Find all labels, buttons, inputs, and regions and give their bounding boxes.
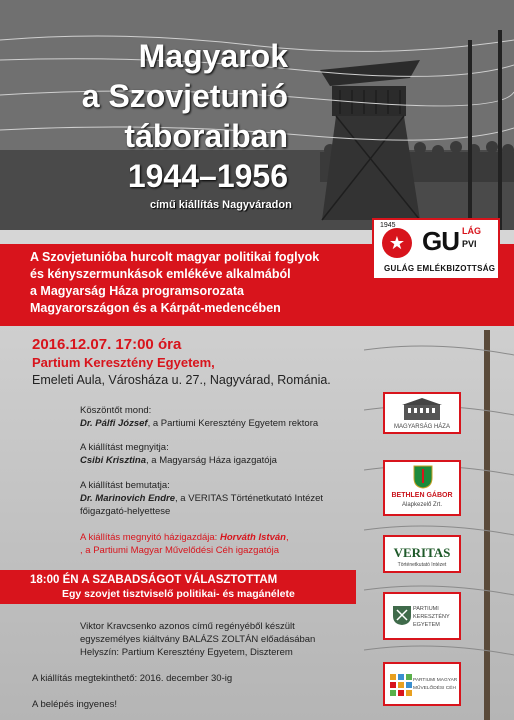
intro-line-4: Magyarországon és a Kárpát-medencében bbox=[30, 301, 281, 315]
title-line-4: 1944–1956 bbox=[127, 158, 288, 194]
sponsor-1-name: MAGYARSÁG HÁZA bbox=[394, 424, 450, 430]
sponsor-3-sub: Történetkutató Intézet bbox=[397, 562, 447, 568]
sponsor-5-line-1: PARTIUMI MAGYAR bbox=[413, 678, 458, 683]
show-band bbox=[0, 570, 356, 604]
sponsor-3-name: VERITAS bbox=[393, 545, 451, 560]
university-crest-icon bbox=[391, 604, 413, 626]
present-label: A kiállítást bemutatja: bbox=[80, 480, 170, 491]
colored-squares-icon bbox=[390, 674, 412, 696]
present-name: Dr. Marinovich Endre bbox=[80, 493, 176, 504]
title-line-3: táboraiban bbox=[124, 118, 288, 154]
sponsor-magyarsag-haza bbox=[383, 392, 461, 434]
show-subhead: Egy szovjet tisztviselő politikai- és magánélete bbox=[62, 588, 295, 600]
greet-label: Köszöntőt mond: bbox=[80, 405, 152, 416]
show-desc-3: Helyszín: Partium Keresztény Egyetem, Diszterem bbox=[80, 647, 293, 658]
sponsor-4-line-1: PARTIUMI bbox=[413, 606, 439, 612]
open-label: A kiállítást megnyitja: bbox=[80, 442, 169, 453]
subtitle: című kiállítás Nagyváradon bbox=[150, 199, 292, 211]
sponsor-2-name: BETHLEN GÁBOR bbox=[391, 492, 453, 499]
event-venue: Partium Keresztény Egyetem, bbox=[32, 355, 215, 370]
present-role-2: főigazgató-helyettese bbox=[80, 506, 171, 517]
greet-role: , a Partiumi Keresztény Egyetem rektora bbox=[147, 418, 319, 429]
red-star-icon: ★ bbox=[382, 228, 412, 258]
event-address: Emeleti Aula, Városháza u. 27., Nagyvárad, Románia. bbox=[32, 373, 331, 387]
open-name: Csibi Krisztina bbox=[80, 455, 146, 466]
gulag-year: 1945 bbox=[380, 222, 396, 229]
open-line bbox=[80, 454, 277, 467]
sponsor-4-line-3: EGYETEM bbox=[413, 622, 440, 628]
greet-name: Dr. Pálfi József bbox=[80, 418, 148, 429]
intro-line-2: és kényszermunkások emlékéve alkalmából bbox=[30, 267, 291, 281]
title-line-2: a Szovjetunió bbox=[81, 78, 288, 114]
coat-of-arms-icon bbox=[413, 465, 433, 489]
event-date: 2016.12.07. 17:00 óra bbox=[32, 336, 182, 353]
host-role: , a Partiumi Magyar Művelődési Céh igazgatója bbox=[80, 545, 280, 556]
sponsor-veritas bbox=[383, 535, 461, 573]
free-entry: A belépés ingyenes! bbox=[32, 699, 118, 710]
intro-line-1: A Szovjetunióba hurcolt magyar politikai foglyok bbox=[30, 250, 320, 264]
present-line bbox=[80, 492, 323, 505]
show-desc-1: Viktor Kravcsenko azonos című regényéből készült bbox=[80, 621, 295, 632]
greet-line bbox=[80, 417, 318, 430]
open-until: A kiállítás megtekinthető: 2016. december 30-ig bbox=[32, 673, 233, 684]
watchtower-photo bbox=[0, 0, 514, 230]
host-line bbox=[80, 531, 289, 544]
open-role: , a Magyarság Háza igazgatója bbox=[146, 455, 277, 466]
building-icon bbox=[402, 398, 442, 420]
host-role-inline: , bbox=[285, 532, 289, 543]
gulag-logo bbox=[372, 218, 500, 280]
present-role: , a VERITAS Történetkutató Intézet bbox=[175, 493, 324, 504]
hero-photo bbox=[0, 0, 514, 230]
sponsor-5-line-2: MŰVELŐDÉSI CÉH bbox=[413, 686, 456, 691]
intro-text bbox=[30, 249, 319, 317]
show-headline: 18:00 ÉN A SZABADSÁGOT VÁLASZTOTTAM bbox=[30, 574, 278, 586]
gulag-gu: GU bbox=[422, 226, 459, 256]
sponsor-4-line-2: KERESZTÉNY bbox=[413, 614, 450, 620]
title-line-1: Magyarok bbox=[138, 38, 288, 74]
sponsor-2-sub: Alapkezelő Zrt. bbox=[401, 502, 443, 508]
gulag-pvi: PVI bbox=[462, 239, 477, 249]
sponsor-partiumi-magyar-muvelodesi-ceh bbox=[383, 662, 461, 706]
gulag-caption: GULÁG EMLÉKBIZOTTSÁG bbox=[384, 264, 496, 273]
host-name: Horváth István bbox=[219, 532, 286, 543]
sponsor-bethlen-gabor bbox=[383, 460, 461, 516]
intro-line-3: a Magyarság Háza programsorozata bbox=[30, 284, 244, 298]
sponsor-partium-university bbox=[383, 592, 461, 640]
gulag-lag: LÁG bbox=[462, 226, 481, 236]
host-label: A kiállítás megnyitó házigazdája: bbox=[80, 532, 220, 543]
show-desc-2: egyszemélyes kiáltvány BALÁZS ZOLTÁN előadásában bbox=[80, 634, 316, 645]
